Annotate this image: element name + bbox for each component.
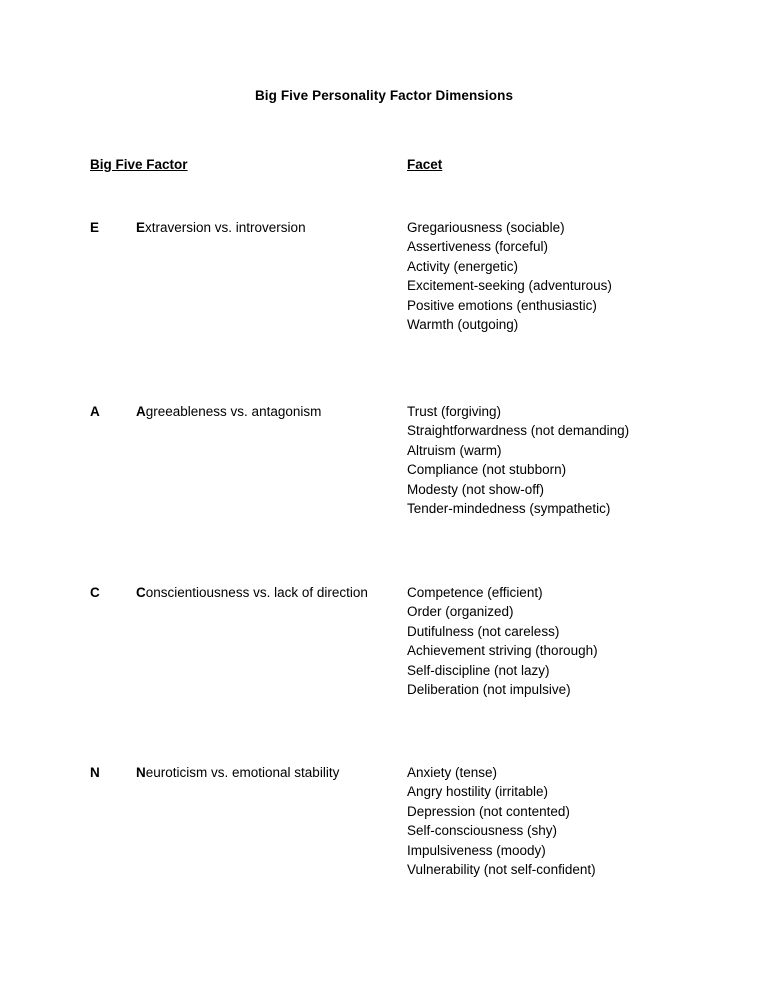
facet-item: Assertiveness (forceful) xyxy=(407,239,549,255)
factor-row-conscientiousness xyxy=(90,583,738,699)
factor-name-rest: xtraversion vs. introversion xyxy=(145,220,306,235)
factor-row-extraversion xyxy=(90,218,738,334)
facet-item: Warmth (outgoing) xyxy=(407,317,519,333)
facet-list xyxy=(407,583,738,699)
factor-name-rest: onscientiousness vs. lack of direction xyxy=(145,585,368,600)
facet-list xyxy=(407,402,738,518)
facet-item: Dutifulness (not careless) xyxy=(407,623,560,639)
factor-name xyxy=(136,583,407,699)
factor-name-initial: C xyxy=(136,585,146,600)
factor-column-header-label: Big Five Factor xyxy=(90,157,188,172)
facet-item: Self-consciousness (shy) xyxy=(407,823,558,839)
factor-name-initial: E xyxy=(136,220,146,235)
facet-item: Angry hostility (irritable) xyxy=(407,784,549,800)
facet-item: Vulnerability (not self-confident) xyxy=(407,862,596,878)
facet-item: Activity (energetic) xyxy=(407,258,519,274)
factor-name xyxy=(136,763,407,879)
facet-list xyxy=(407,763,738,879)
facet-item: Impulsiveness (moody) xyxy=(407,842,546,858)
facet-item: Modesty (not show-off) xyxy=(407,481,545,497)
facet-item: Achievement striving (thorough) xyxy=(407,643,598,659)
factor-code: C xyxy=(90,585,100,600)
facet-item: Altruism (warm) xyxy=(407,442,502,458)
factor-name-rest: greeableness vs. antagonism xyxy=(145,404,322,419)
factor-name-rest: euroticism vs. emotional stability xyxy=(145,765,340,780)
page-title: Big Five Personality Factor Dimensions xyxy=(254,88,514,103)
facet-list xyxy=(407,218,738,334)
facet-item: Compliance (not stubborn) xyxy=(407,462,567,478)
facet-item: Order (organized) xyxy=(407,604,514,620)
factor-name xyxy=(136,218,407,334)
factor-code: A xyxy=(90,404,100,419)
factor-column-header xyxy=(90,157,407,172)
facet-item: Trust (forgiving) xyxy=(407,404,502,419)
facet-item: Anxiety (tense) xyxy=(407,765,498,780)
facet-item: Straightforwardness (not demanding) xyxy=(407,423,630,439)
facet-item: Excitement-seeking (adventurous) xyxy=(407,278,612,294)
factor-row-neuroticism xyxy=(90,763,738,879)
factor-name-initial: A xyxy=(136,404,146,419)
facet-item: Tender-mindedness (sympathetic) xyxy=(407,501,611,517)
facet-item: Competence (efficient) xyxy=(407,585,543,600)
facet-item: Positive emotions (enthusiastic) xyxy=(407,297,597,313)
column-headers xyxy=(90,157,728,172)
facet-item: Depression (not contented) xyxy=(407,803,570,819)
facet-item: Deliberation (not impulsive) xyxy=(407,682,571,698)
factor-code: E xyxy=(90,220,100,235)
factor-row-agreeableness xyxy=(90,402,738,518)
facet-column-header xyxy=(407,157,442,172)
factor-name-initial: N xyxy=(136,765,146,780)
facet-column-header-label: Facet xyxy=(407,157,443,172)
factor-name xyxy=(136,402,407,518)
facet-item: Self-discipline (not lazy) xyxy=(407,662,550,678)
factor-code: N xyxy=(90,765,100,780)
facet-item: Gregariousness (sociable) xyxy=(407,220,565,235)
